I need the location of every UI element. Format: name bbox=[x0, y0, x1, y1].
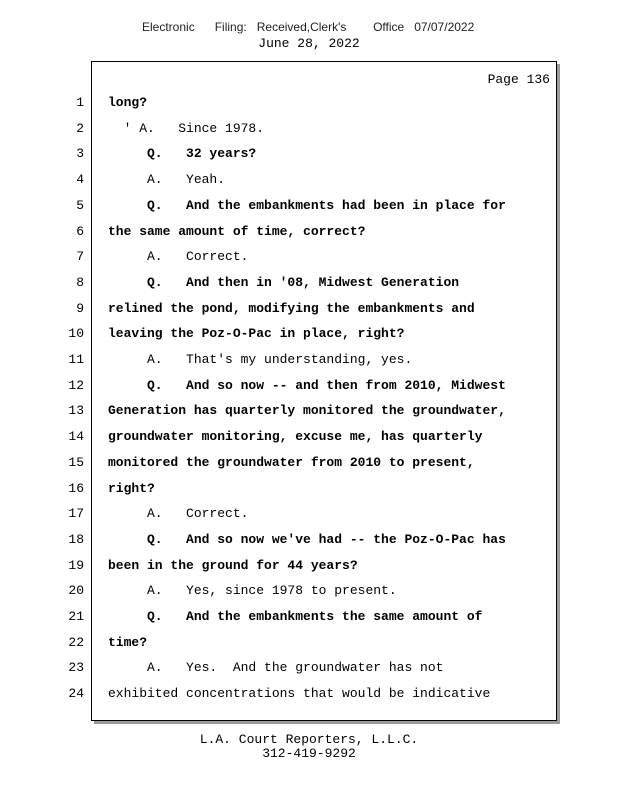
answer-line: exhibited concentrations that would be indicative bbox=[108, 686, 491, 701]
filing-stamp-filing: Filing: bbox=[214, 20, 247, 34]
line-number: 24 bbox=[68, 686, 84, 701]
line-number: 16 bbox=[68, 481, 84, 496]
line-number: 2 bbox=[76, 121, 84, 136]
line-number: 14 bbox=[68, 429, 84, 444]
line-number: 7 bbox=[76, 249, 84, 264]
transcript-date: June 28, 2022 bbox=[258, 36, 360, 51]
line-number: 17 bbox=[68, 506, 84, 521]
line-number: 4 bbox=[76, 172, 84, 187]
question-line: monitored the groundwater from 2010 to present, bbox=[108, 455, 475, 470]
line-number: 15 bbox=[68, 455, 84, 470]
line-number: 10 bbox=[68, 326, 84, 341]
question-line: right? bbox=[108, 481, 155, 496]
answer-line: A. That's my understanding, yes. bbox=[108, 352, 413, 367]
question-line: the same amount of time, correct? bbox=[108, 224, 366, 239]
question-line: Q. And the embankments had been in place for bbox=[108, 198, 506, 213]
line-number: 11 bbox=[68, 352, 84, 367]
line-number: 3 bbox=[76, 146, 84, 161]
line-number: 18 bbox=[68, 532, 84, 547]
filing-stamp-received: Received,Clerk's bbox=[256, 20, 347, 34]
question-line: time? bbox=[108, 635, 148, 650]
filing-stamp-date: 07/07/2022 bbox=[414, 20, 475, 34]
question-line: Q. And so now we've had -- the Poz-O-Pac has bbox=[108, 532, 506, 547]
filing-stamp-office: Office bbox=[373, 20, 405, 34]
filing-stamp-electronic: Electronic bbox=[142, 20, 195, 34]
answer-line: A. Correct. bbox=[108, 506, 249, 521]
question-line: been in the ground for 44 years? bbox=[108, 558, 358, 573]
question-line: Generation has quarterly monitored the groundwater, bbox=[108, 403, 506, 418]
line-number: 12 bbox=[68, 378, 84, 393]
line-number: 13 bbox=[68, 403, 84, 418]
answer-line: A. Yes, since 1978 to present. bbox=[108, 583, 397, 598]
question-line: Q. And the embankments the same amount of bbox=[108, 609, 483, 624]
line-number: 21 bbox=[68, 609, 84, 624]
line-number: 9 bbox=[76, 301, 84, 316]
question-line: Q. 32 years? bbox=[108, 146, 257, 161]
question-line: relined the pond, modifying the embankments and bbox=[108, 301, 475, 316]
answer-line: ' A. Since 1978. bbox=[108, 121, 265, 136]
question-line: Q. And so now -- and then from 2010, Midwest bbox=[108, 378, 506, 393]
footer bbox=[0, 733, 618, 761]
line-number: 23 bbox=[68, 660, 84, 675]
line-number: 8 bbox=[76, 275, 84, 290]
question-line: Q. And then in '08, Midwest Generation bbox=[108, 275, 460, 290]
answer-line: A. Yes. And the groundwater has not bbox=[108, 660, 444, 675]
footer-company: L.A. Court Reporters, L.L.C. bbox=[199, 732, 419, 747]
line-number: 22 bbox=[68, 635, 84, 650]
question-line: long? bbox=[108, 95, 148, 110]
footer-phone: 312-419-9292 bbox=[262, 746, 356, 761]
question-line: groundwater monitoring, excuse me, has quarterly bbox=[108, 429, 483, 444]
line-number: 20 bbox=[68, 583, 84, 598]
line-number: 19 bbox=[68, 558, 84, 573]
answer-line: A. Correct. bbox=[108, 249, 249, 264]
line-number: 5 bbox=[76, 198, 84, 213]
answer-line: A. Yeah. bbox=[108, 172, 226, 187]
line-number: 1 bbox=[76, 95, 84, 110]
question-line: leaving the Poz-O-Pac in place, right? bbox=[108, 326, 405, 341]
page-number: Page 136 bbox=[487, 72, 550, 87]
line-number: 6 bbox=[76, 224, 84, 239]
filing-stamp bbox=[142, 20, 474, 34]
